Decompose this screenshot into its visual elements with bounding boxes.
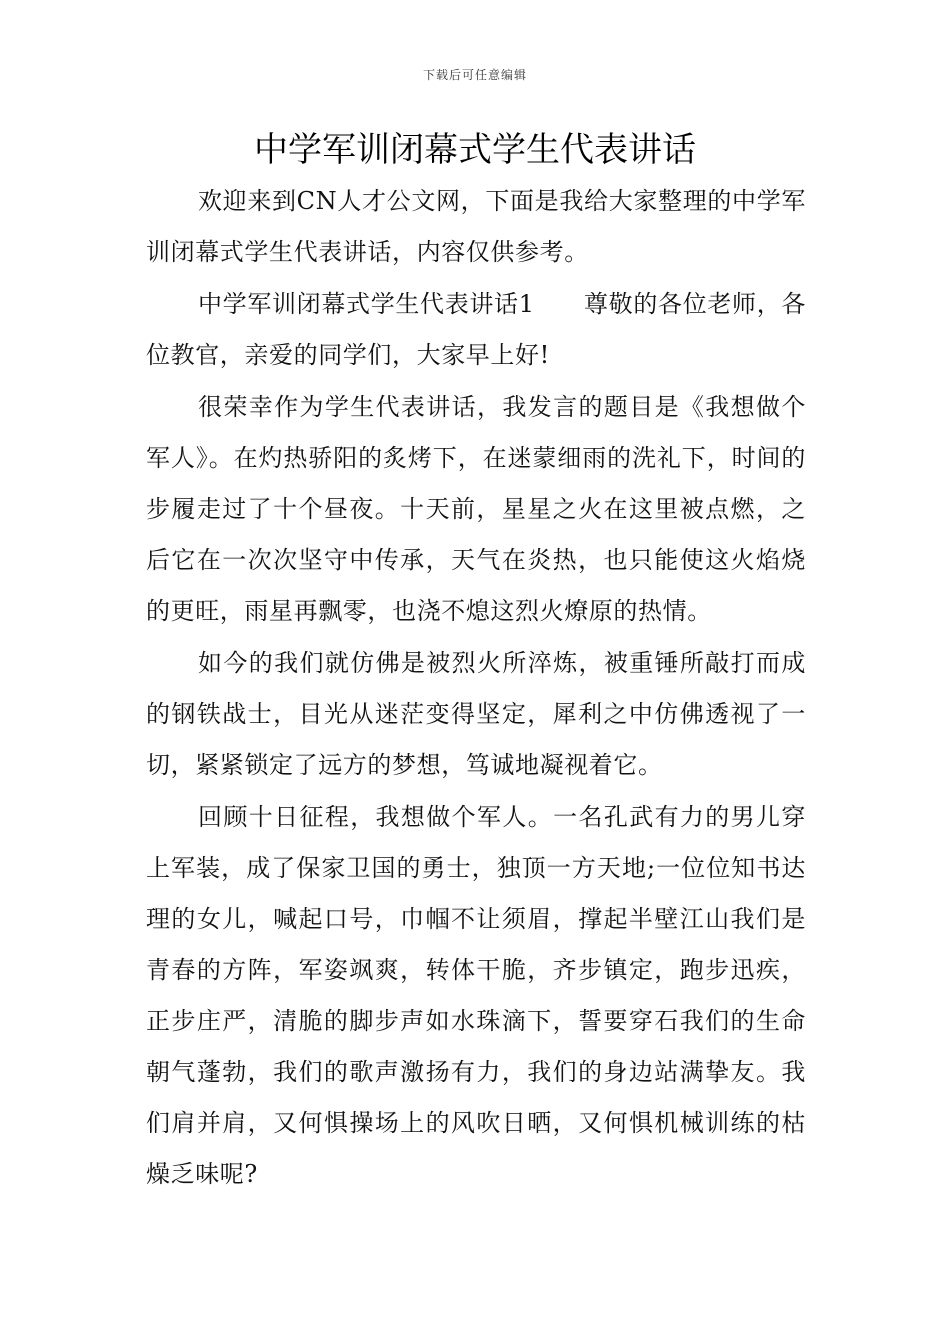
body-paragraph: 如今的我们就仿佛是被烈火所淬炼，被重锤所敲打而成的钢铁战士，目光从迷茫变得坚定，犀利之中仿佛透视了一切，紧紧锁定了远方的梦想，笃诚地凝视着它。 [146, 649, 806, 779]
body-paragraph: 很荣幸作为学生代表讲话，我发言的题目是《我想做个军人》。在灼热骄阳的炙烤下，在迷蒙细雨的洗礼下，时间的步履走过了十个昼夜。十天前，星星之火在这里被点燃，之后它在一次次坚守中传承，天气在炎热，也只能使这火焰烧的更旺，雨星再飘零，也浇不熄这烈火燎原的热情。 [146, 393, 806, 625]
document-body [146, 176, 806, 1200]
document-title: 中学军训闭幕式学生代表讲话 [254, 130, 696, 170]
body-paragraph: 回顾十日征程，我想做个军人。一名孔武有力的男儿穿上军装，成了保家卫国的勇士，独顶一方天地;一位位知书达理的女儿，喊起口号，巾帼不让须眉，撑起半壁江山我们是青春的方阵，军姿飒爽，转体干脆，齐步镇定，跑步迅疾，正步庄严，清脆的脚步声如水珠滴下，誓要穿石我们的生命朝气蓬勃，我们的歌声激扬有力，我们的身边站满挚友。我们肩并肩，又何惧操场上的风吹日晒，又何惧机械训练的枯燥乏味呢? [146, 803, 806, 1188]
page-header-note: 下载后可任意编辑 [422, 68, 527, 82]
body-paragraph: 中学军训闭幕式学生代表讲话1 尊敬的各位老师，各位教官，亲爱的同学们，大家早上好! [146, 290, 806, 369]
body-paragraph: 欢迎来到CN人才公文网，下面是我给大家整理的中学军训闭幕式学生代表讲话，内容仅供参考。 [146, 187, 806, 266]
